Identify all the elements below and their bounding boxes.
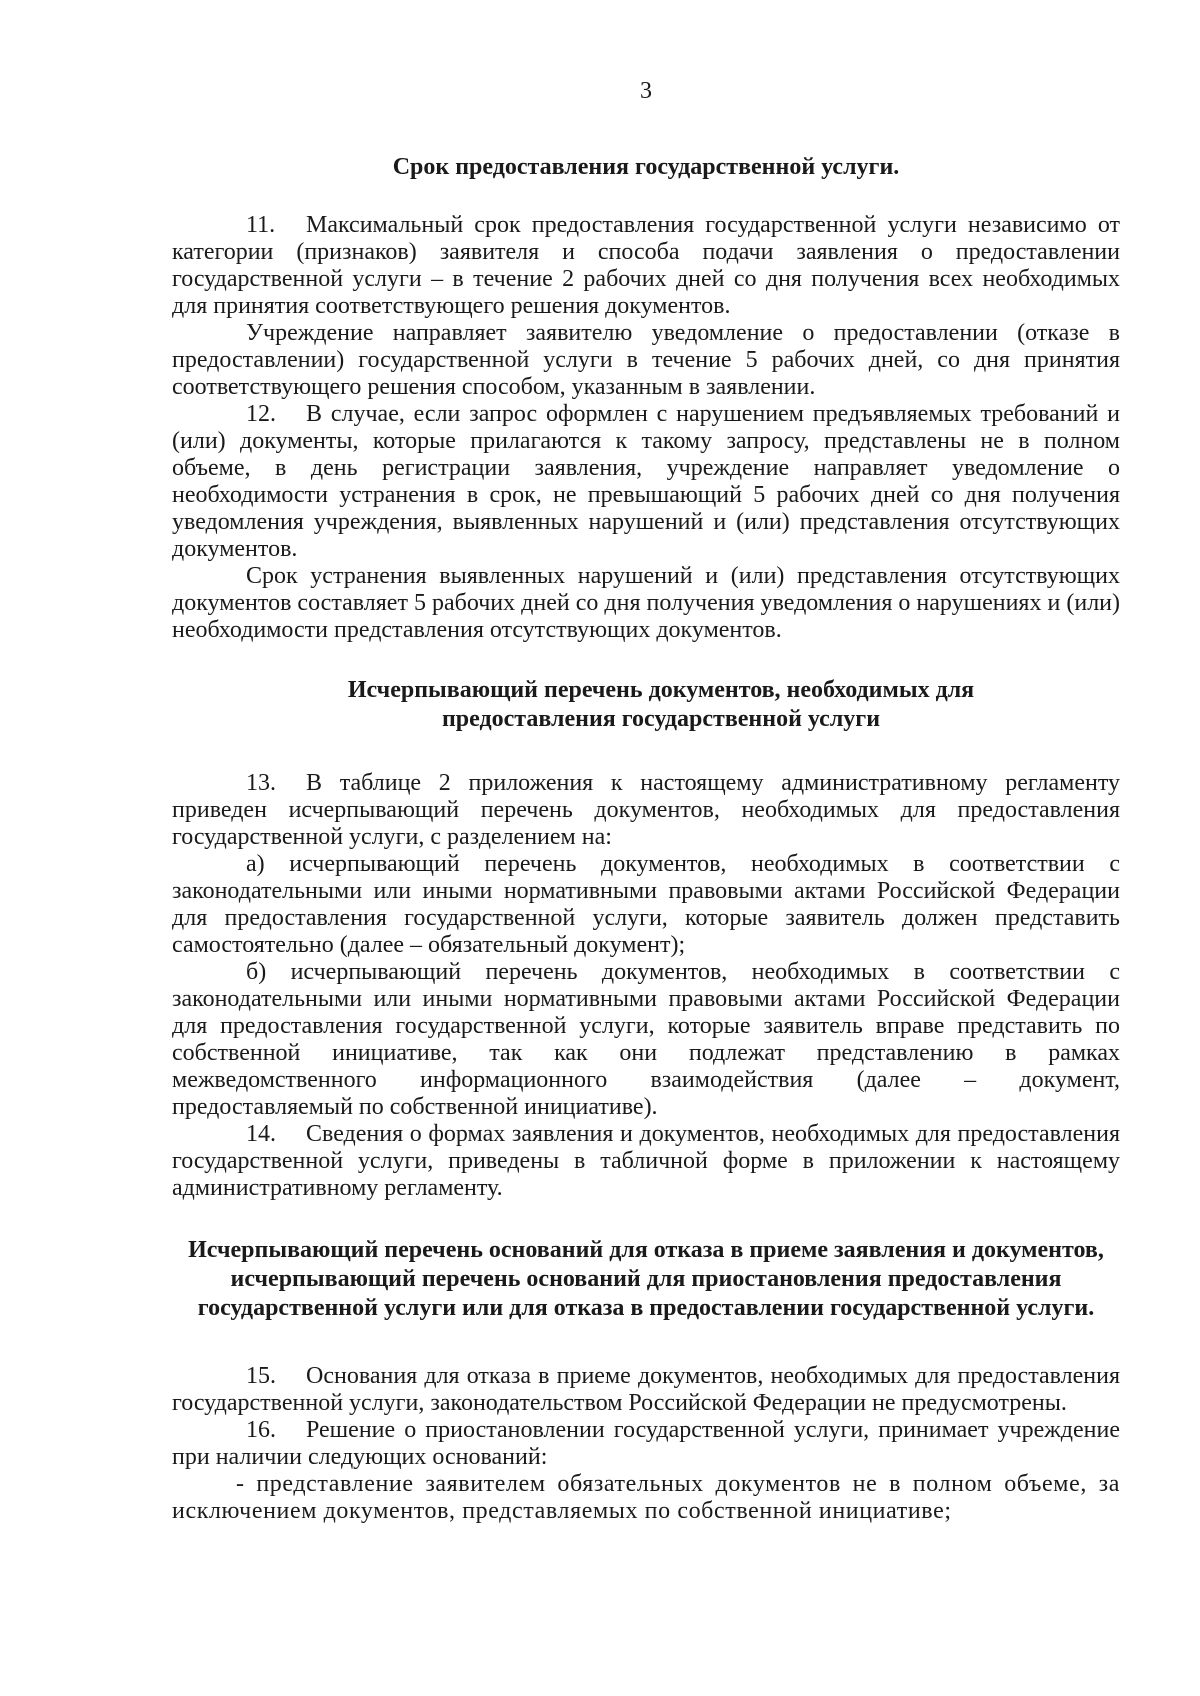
clause-number: 13.: [246, 770, 276, 796]
clause-number: 12.: [246, 401, 276, 427]
page-number: 3: [640, 78, 652, 104]
section-heading-documents: [172, 676, 1120, 734]
paragraph-12: [172, 401, 1120, 563]
paragraph-11-notice: Учреждение направляет заявителю уведомление о предоставлении (отказе в предоставлении) государственной услуги в течение 5 рабочих дней, со дня принятия соответствующего решения способом, указанным в заявлении.: [172, 320, 1120, 400]
heading-line: Исчерпывающий перечень оснований для отказа в приеме заявления и документов,: [188, 1237, 1104, 1263]
paragraph-13: [172, 770, 1120, 851]
section-heading-refusal: [172, 1236, 1120, 1323]
section-heading-term: Срок предоставления государственной услуги.: [392, 154, 900, 180]
paragraph-16-item: - представление заявителем обязательных документов не в полном объеме, за исключением документов, представляемых по собственной инициативе;: [172, 1471, 1120, 1524]
heading-line: государственной услуги или для отказа в предоставлении государственной услуги.: [197, 1295, 1095, 1321]
clause-number: 11.: [246, 212, 276, 238]
heading-line: Исчерпывающий перечень документов, необходимых для: [347, 677, 975, 703]
document-content: [172, 78, 1120, 1525]
paragraph-text: Решение о приостановлении государственной услуги, принимает учреждение при наличии следующих оснований:: [172, 1417, 1120, 1470]
paragraph-11: [172, 212, 1120, 320]
clause-number: 14.: [246, 1121, 276, 1147]
paragraph-text: В случае, если запрос оформлен с нарушением предъявляемых требований и (или) документы, которые прилагаются к такому запросу, представлены не в полном объеме, в день регистрации заявления, учреждение направляет уведомление о необходимости устранения в срок, не превышающий 5 рабочих дней со дня получения уведомления учреждения, выявленных нарушений и (или) представления отсутствующих документов.: [172, 401, 1120, 562]
paragraph-text: В таблице 2 приложения к настоящему административному регламенту приведен исчерпывающий перечень документов, необходимых для предоставления государственной услуги, с разделением на:: [172, 770, 1120, 850]
heading-line: исчерпывающий перечень оснований для приостановления предоставления: [230, 1266, 1062, 1292]
paragraph-text: Максимальный срок предоставления государственной услуги независимо от категории (признаков) заявителя и способа подачи заявления о предоставлении государственной услуги – в течение 2 рабочих дней со дня получения всех необходимых для принятия соответствующего решения документов.: [172, 212, 1120, 319]
clause-number: 15.: [246, 1363, 276, 1389]
paragraph-text: Сведения о формах заявления и документов, необходимых для предоставления государственной услуги, приведены в табличной форме в приложении к настоящему административному регламенту.: [172, 1121, 1120, 1201]
paragraph-16: [172, 1417, 1120, 1471]
paragraph-12-deadline: Срок устранения выявленных нарушений и (или) представления отсутствующих документов составляет 5 рабочих дней со дня получения уведомления о нарушениях и (или) необходимости представления отсутствующих документов.: [172, 563, 1120, 643]
paragraph-14: [172, 1121, 1120, 1202]
paragraph-text: Основания для отказа в приеме документов, необходимых для предоставления государственной услуги, законодательством Российской Федерации не предусмотрены.: [172, 1363, 1120, 1416]
heading-line: предоставления государственной услуги: [441, 706, 881, 732]
paragraph-15: [172, 1363, 1120, 1417]
paragraph-13-b: б) исчерпывающий перечень документов, необходимых в соответствии с законодательными или иными нормативными правовыми актами Российской Федерации для предоставления государственной услуги, которые заявитель вправе представить по собственной инициативе, так как они подлежат представлению в рамках межведомственного информационного взаимодействия (далее – документ, предоставляемый по собственной инициативе).: [172, 959, 1120, 1120]
paragraph-13-a: а) исчерпывающий перечень документов, необходимых в соответствии с законодательными или иными нормативными правовыми актами Российской Федерации для предоставления государственной услуги, которые заявитель должен представить самостоятельно (далее – обязательный документ);: [172, 851, 1120, 958]
clause-number: 16.: [246, 1417, 276, 1443]
